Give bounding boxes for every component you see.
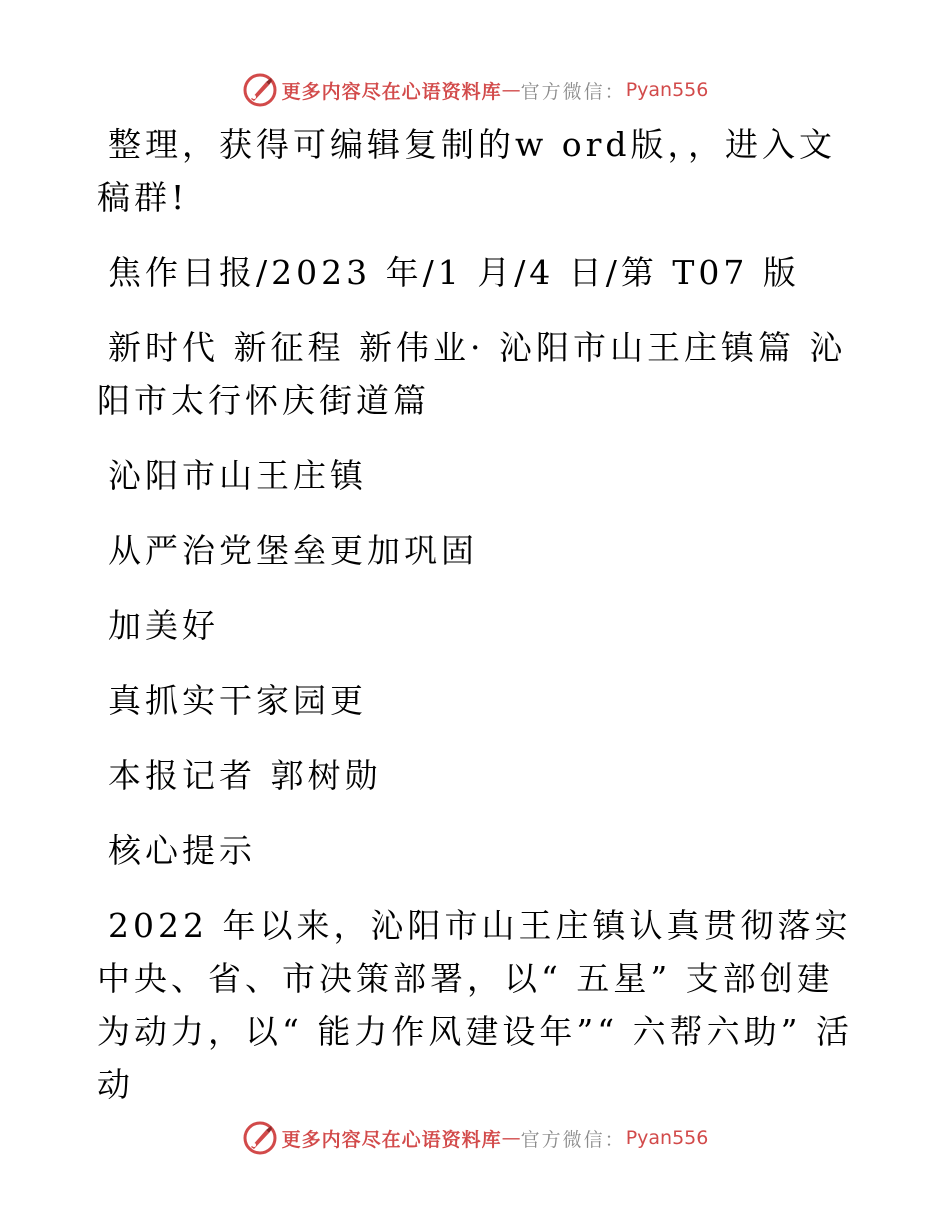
watermark-site-text: 更多内容尽在心语资料库 (281, 1128, 502, 1151)
watermark-dash: — (501, 79, 521, 101)
paragraph-headline-2: 加美好 (108, 606, 219, 645)
watermark-dash: — (501, 1127, 521, 1149)
paragraph-column-title: 新时代 新征程 新伟业· 沁阳市山王庄镇篇 沁阳市太行怀庆街道篇 (97, 328, 847, 420)
watermark-label: 官方微信： (520, 80, 626, 103)
watermark-account: Pyan556 (625, 1127, 709, 1149)
watermark-site-text: 更多内容尽在心语资料库 (281, 80, 502, 103)
quill-pen-icon (242, 72, 278, 108)
paragraph-source: 焦作日报/2023 年/1 月/4 日/第 T07 版 (108, 253, 800, 292)
paragraph-headline-3: 真抓实干家园更 (108, 681, 367, 720)
paragraph-summary-body: 2022 年以来，沁阳市山王庄镇认真贯彻落实中央、省、市决策部署，以“ 五星” 支部创建为动力，以“ 能力作风建设年”“ 六帮六助” 活动 (97, 906, 853, 1104)
paragraph-intro: 整理，获得可编辑复制的w ord版，，进入文稿群! (97, 125, 837, 217)
quill-pen-icon (242, 1120, 278, 1156)
header-watermark (0, 68, 950, 112)
watermark-account: Pyan556 (625, 79, 709, 101)
paragraph-reporter: 本报记者 郭树勋 (108, 756, 382, 795)
paragraph-summary-label: 核心提示 (108, 831, 256, 870)
paragraph-town-name: 沁阳市山王庄镇 (108, 456, 367, 495)
footer-watermark (0, 1116, 950, 1160)
document-body (97, 118, 857, 1133)
paragraph-headline-1: 从严治党堡垒更加巩固 (108, 531, 478, 570)
watermark-label: 官方微信： (520, 1128, 626, 1151)
